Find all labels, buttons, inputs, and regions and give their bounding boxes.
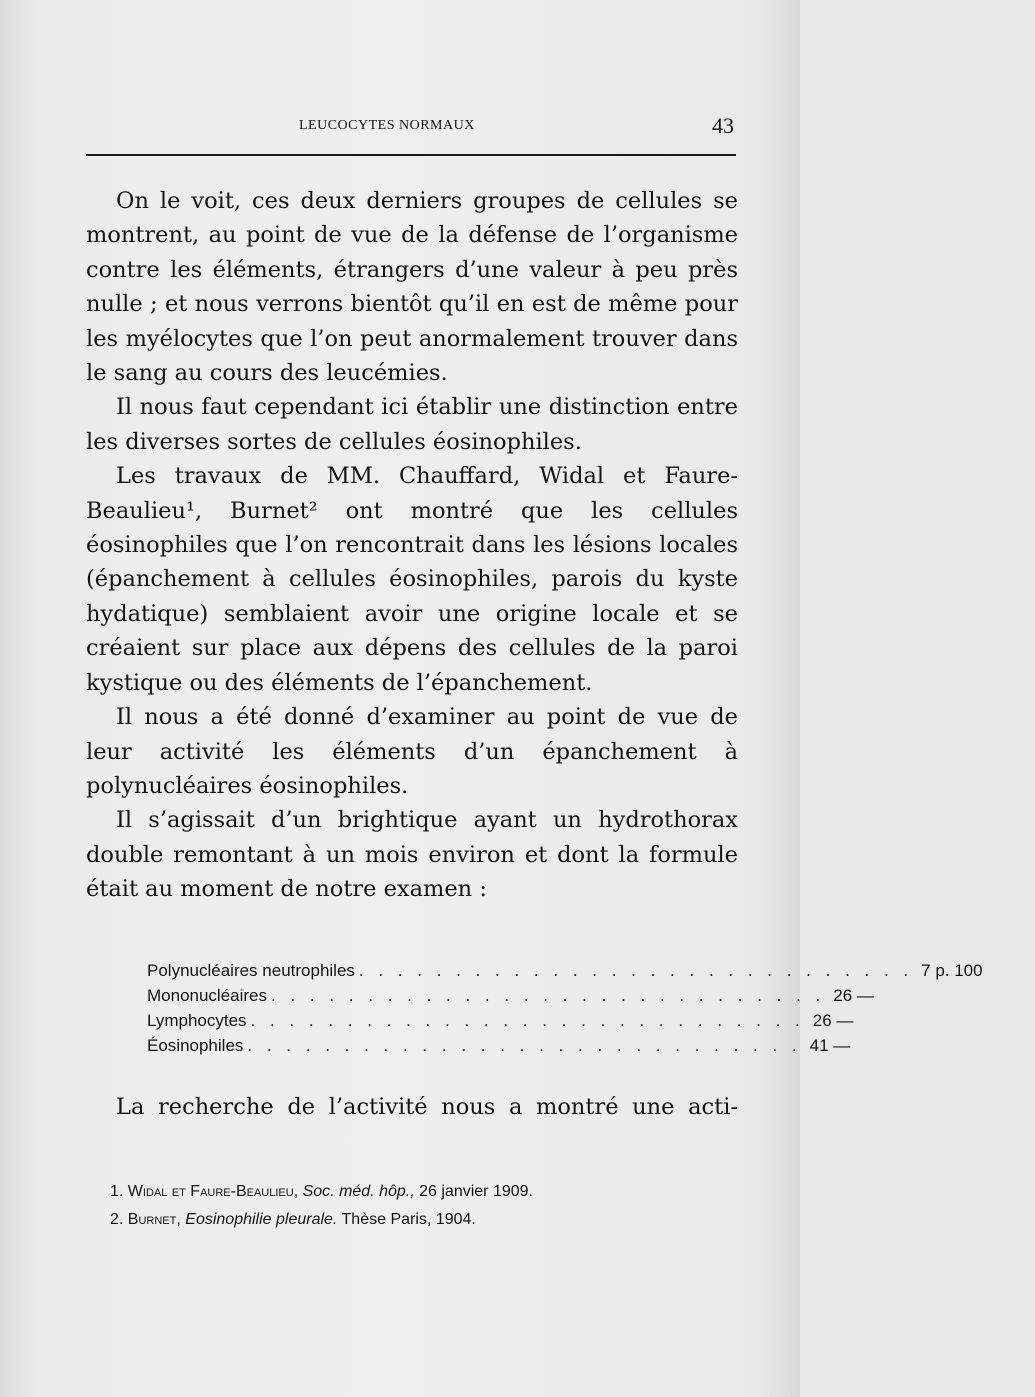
running-title: LEUCOCYTES NORMAUX	[299, 118, 475, 133]
footnote-rest: Thèse Paris, 1904.	[341, 1211, 476, 1228]
footnote-source: Soc. méd. hôp.,	[302, 1183, 415, 1200]
dot-leader: . . . . . . . . . . . . . . . . . . . . . . . . . . . . .	[271, 986, 826, 1005]
cell-count-value: 7 p. 100	[921, 961, 983, 980]
table-row	[147, 1033, 851, 1058]
paragraph: Il nous a été donné d’examiner au point de vue de leur activité les éléments d’un épanchement à polynucléaires éosinophiles.	[86, 704, 738, 799]
footnote-marker: 1.	[110, 1183, 124, 1200]
dot-leader: . . . . . . . . . . . . . . . . . . . . . . . . . . . . .	[358, 961, 914, 980]
header-rule	[86, 154, 736, 156]
cell-type-label: Éosinophiles	[147, 1036, 244, 1055]
cell-count-table	[147, 958, 983, 1058]
paragraph: Il s’agissait d’un brightique ayant un hydrothorax double remontant à un mois environ et dont la formule était au moment de notre examen :	[86, 807, 738, 903]
cell-type-label: Mononucléaires	[147, 986, 268, 1005]
paragraph: On le voit, ces deux derniers groupes de cellules se montrent, au point de vue de la défense de l’organisme contre les éléments, étrangers d’une valeur à peu près nulle ; et nous verrons bientôt qu’il en est de même pour les myélocytes que l’on peut anormalement trouver dans le sang au cours des leucémies.	[86, 188, 738, 387]
footnotes	[110, 1178, 730, 1234]
closing-line: La recherche de l’activité nous a montré une acti-	[116, 1094, 738, 1120]
footnote-title: Eosinophilie pleurale.	[185, 1211, 338, 1228]
footnote-1	[110, 1178, 730, 1206]
page-number: 43	[712, 113, 734, 138]
table-row	[147, 983, 874, 1008]
paragraph: Il nous faut cependant ici établir une distinction entre les diverses sortes de cellules éosinophiles.	[86, 394, 738, 455]
footnote-author: Widal et Faure-Beaulieu,	[127, 1183, 299, 1200]
table-row	[147, 958, 983, 983]
cell-count-value: 26 —	[812, 1011, 854, 1030]
running-header	[86, 113, 736, 140]
footnote-2	[110, 1206, 730, 1234]
footnote-date: 26 janvier 1909.	[419, 1183, 533, 1200]
footnote-author: Burnet,	[127, 1211, 181, 1228]
cell-count-value: 41 —	[809, 1036, 851, 1055]
table-row	[147, 1008, 854, 1033]
cell-type-label: Polynucléaires neutrophiles	[147, 961, 355, 980]
cell-count-value: 26 —	[833, 986, 874, 1005]
footnote-marker: 2.	[110, 1211, 124, 1228]
dot-leader: . . . . . . . . . . . . . . . . . . . . . . . . . . . . .	[247, 1036, 802, 1055]
body-text	[86, 184, 738, 907]
cell-type-label: Lymphocytes	[147, 1011, 247, 1030]
dot-leader: . . . . . . . . . . . . . . . . . . . . . . . . . . . . .	[250, 1011, 805, 1030]
paragraph: Les travaux de MM. Chauffard, Widal et Faure-Beaulieu¹, Burnet² ont montré que les cellules éosinophiles que l’on rencontrait dans les lésions locales (épanchement à cellules éosinophiles, parois du kyste hydatique) semblaient avoir une origine locale et se créaient sur place aux dépens des cellules de la paroi kystique ou des éléments de l’épanchement.	[86, 463, 738, 696]
